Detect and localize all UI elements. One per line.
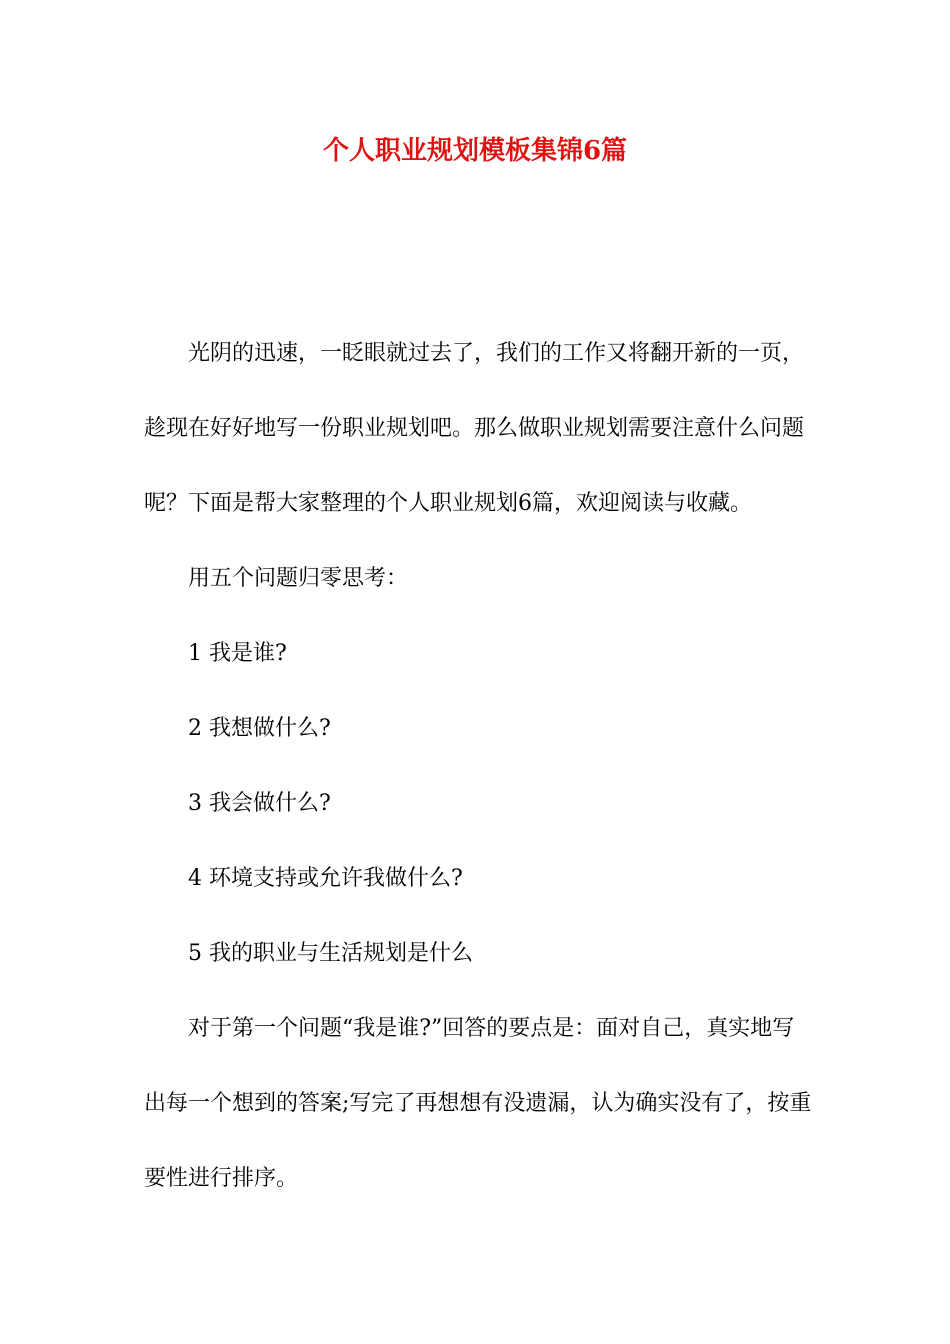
intro-paragraph: 光阴的迅速，一眨眼就过去了，我们的工作又将翻开新的一页，趁现在好好地写一份职业规划吧。那么做职业规划需要注意什么问题呢？下面是帮大家整理的个人职业规划6篇，欢迎阅读与收藏。 [144,341,805,516]
question-item-2: 2 我想做什么? [188,716,331,741]
question-item-5: 5 我的职业与生活规划是什么 [188,941,473,966]
document-title: 个人职业规划模板集锦6篇 [322,136,628,166]
question-item-4: 4 环境支持或允许我做什么? [188,866,463,891]
document-body [144,316,814,1216]
question-item-1: 1 我是谁? [188,641,287,666]
closing-paragraph: 对于第一个问题“我是谁?”回答的要点是：面对自己，真实地写出每一个想到的答案;写完了再想想有没遗漏，认为确实没有了，按重要性进行排序。 [144,1016,812,1191]
question-item-3: 3 我会做什么? [188,791,331,816]
questions-heading: 用五个问题归零思考： [188,566,409,591]
